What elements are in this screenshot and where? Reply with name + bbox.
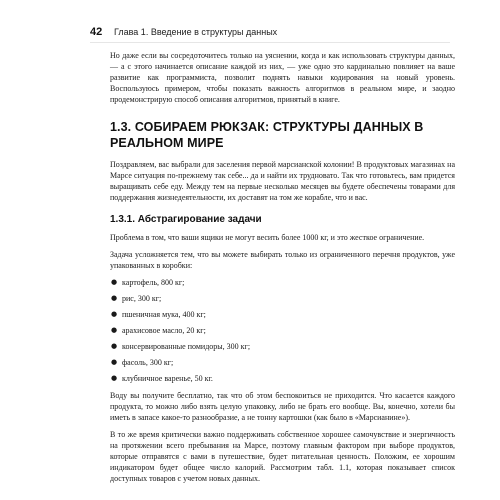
list-item <box>110 277 455 288</box>
list-item-text: арахисовое масло, 20 кг; <box>122 326 206 335</box>
subsection-heading: 1.3.1. Абстрагирование задачи <box>110 214 262 225</box>
section-heading: 1.3. СОБИРАЕМ РЮКЗАК: СТРУКТУРЫ ДАННЫХ В РЕАЛЬНОМ МИРЕ <box>110 120 424 150</box>
complication-paragraph: Задача усложняется тем, что вы можете выбирать только из ограниченного перечня продуктов, уже упакованных в коробки: <box>110 250 455 270</box>
list-item-text: фасоль, 300 кг; <box>122 358 174 367</box>
bullet-icon: ● <box>111 374 118 382</box>
section-paragraph: Поздравляем, вас выбрали для заселения первой марсианской колонии! В продуктовых магазинах на Марсе ситуация по-прежнему так себе... да и найти их трудновато. Так что готовьтесь, вам придется выращивать себе еду. Между тем на первые несколько месяцев вы будете обеспечены товарами для поддержания жизнедеятельности, их доставят на том же корабле, что и вас. <box>110 160 455 202</box>
list-item <box>110 309 455 320</box>
list-item <box>110 293 455 304</box>
list-item-text: рис, 300 кг; <box>122 294 162 303</box>
running-title: Глава 1. Введение в структуры данных <box>114 27 278 37</box>
page-body <box>110 50 455 490</box>
nutrition-paragraph: В то же время критически важно поддерживать собственное хорошее самочувствие и энергичность на протяжении всего пребывания на Марсе, поэтому главным фактором при выборе продуктов, которые отправятся с вами в путешествие, будет питательная ценность. Положим, ее хорошим индикатором будет общее число калорий. Рассмотрим табл. 1.1, которая показывает список доступных товаров с учетом новых данных. <box>110 430 455 483</box>
page-number: 42 <box>90 26 103 38</box>
list-item <box>110 357 455 368</box>
bullet-icon: ● <box>111 294 118 302</box>
list-item-text: пшеничная мука, 400 кг; <box>122 310 206 319</box>
bullet-icon: ● <box>111 310 118 318</box>
free-water-paragraph: Воду вы получите бесплатно, так что об этом беспокоиться не приходится. Что касается каждого продукта, то можно либо взять целую упаковку, либо не брать его вообще. Вы, конечно, хотели бы иметь в запасе какое-то разнообразие, а не тонну картошки (как было в «Марсианине»). <box>110 391 455 422</box>
list-item-text: консервированные помидоры, 300 кг; <box>122 342 251 351</box>
problem-paragraph: Проблема в том, что ваши ящики не могут весить более 1000 кг, и это жесткое ограничение. <box>110 233 425 242</box>
bullet-icon: ● <box>111 278 118 286</box>
bullet-icon: ● <box>111 326 118 334</box>
intro-paragraph: Но даже если вы сосредоточитесь только на уяснении, когда и как использовать структуры данных, — а с этого начинается описание каждой из них, — уже одно это кардинально повлияет на ваше развитие как программиста, позволит поднять навыки кодирования на новый уровень. Воспользуюсь примером, чтобы показать важность алгоритмов в реальном мире, и заодно продемонстрирую способ описания алгоритмов, принятый в книге. <box>110 51 455 104</box>
list-item <box>110 341 455 352</box>
list-item <box>110 373 455 384</box>
list-item <box>110 325 455 336</box>
page-header <box>90 26 450 43</box>
bullet-icon: ● <box>111 342 118 350</box>
list-item-text: клубничное варенье, 50 кг. <box>122 374 213 383</box>
list-item-text: картофель, 800 кг; <box>122 278 185 287</box>
bullet-icon: ● <box>111 358 118 366</box>
product-list <box>110 277 455 384</box>
